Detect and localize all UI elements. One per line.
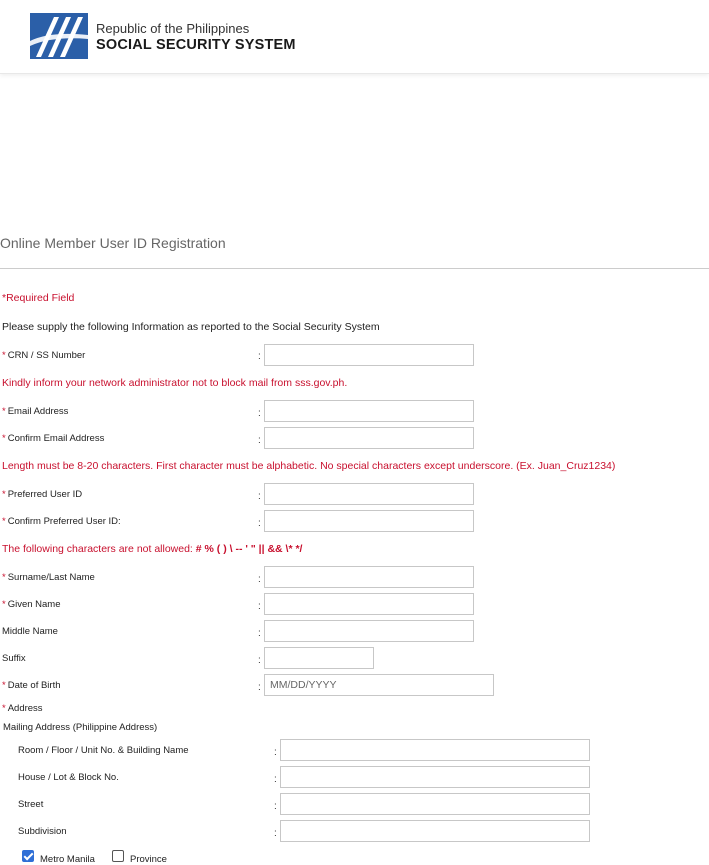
user-id-label: * Preferred User ID <box>2 489 83 500</box>
subdivision-input[interactable] <box>280 820 590 842</box>
page-title: Online Member User ID Registration <box>0 235 226 251</box>
title-divider <box>0 268 709 269</box>
metro-manila-checkbox[interactable] <box>22 850 34 862</box>
house-label: House / Lot & Block No. <box>18 772 119 783</box>
dob-label: * Date of Birth <box>2 680 61 691</box>
room-label: Room / Floor / Unit No. & Building Name <box>18 745 189 756</box>
mailing-address-label: Mailing Address (Philippine Address) <box>3 722 158 733</box>
dob-input[interactable] <box>264 674 494 696</box>
email-input[interactable] <box>264 400 474 422</box>
house-input[interactable] <box>280 766 590 788</box>
disallowed-chars-note: The following characters are not allowed: # % ( ) \ -- ' " || && \* */ <box>2 543 303 555</box>
province-label: Province <box>130 854 167 865</box>
confirm-user-id-input[interactable] <box>264 510 474 532</box>
crn-input[interactable] <box>264 344 474 366</box>
email-label: * Email Address <box>2 406 69 417</box>
province-checkbox[interactable] <box>112 850 124 862</box>
userid-note: Length must be 8-20 characters. First character must be alphabetic. No special characters except underscore. (Ex. Juan_Cruz1234) <box>2 460 616 472</box>
room-input[interactable] <box>280 739 590 761</box>
user-id-input[interactable] <box>264 483 474 505</box>
suffix-label: Suffix <box>2 653 26 664</box>
confirm-user-id-label: * Confirm Preferred User ID: <box>2 516 121 527</box>
middle-name-label: Middle Name <box>2 626 58 637</box>
given-name-input[interactable] <box>264 593 474 615</box>
subdivision-label: Subdivision <box>18 826 67 837</box>
sss-logo-icon <box>30 13 88 59</box>
surname-label: * Surname/Last Name <box>2 572 95 583</box>
metro-manila-label: Metro Manila <box>40 854 95 865</box>
surname-input[interactable] <box>264 566 474 588</box>
required-field-note: *Required Field <box>2 292 75 304</box>
street-input[interactable] <box>280 793 590 815</box>
given-name-label: * Given Name <box>2 599 61 610</box>
confirm-email-label: * Confirm Email Address <box>2 433 105 444</box>
site-header <box>0 0 709 74</box>
confirm-email-input[interactable] <box>264 427 474 449</box>
middle-name-input[interactable] <box>264 620 474 642</box>
crn-label: * CRN / SS Number <box>2 350 86 361</box>
brand-line-1: Republic of the Philippines <box>96 21 250 36</box>
suffix-input[interactable] <box>264 647 374 669</box>
email-note: Kindly inform your network administrator not to block mail from sss.gov.ph. <box>2 377 348 389</box>
address-label: * Address <box>2 703 43 714</box>
street-label: Street <box>18 799 44 810</box>
intro-text: Please supply the following Information as reported to the Social Security System <box>2 321 380 333</box>
brand-line-2: SOCIAL SECURITY SYSTEM <box>96 37 296 53</box>
